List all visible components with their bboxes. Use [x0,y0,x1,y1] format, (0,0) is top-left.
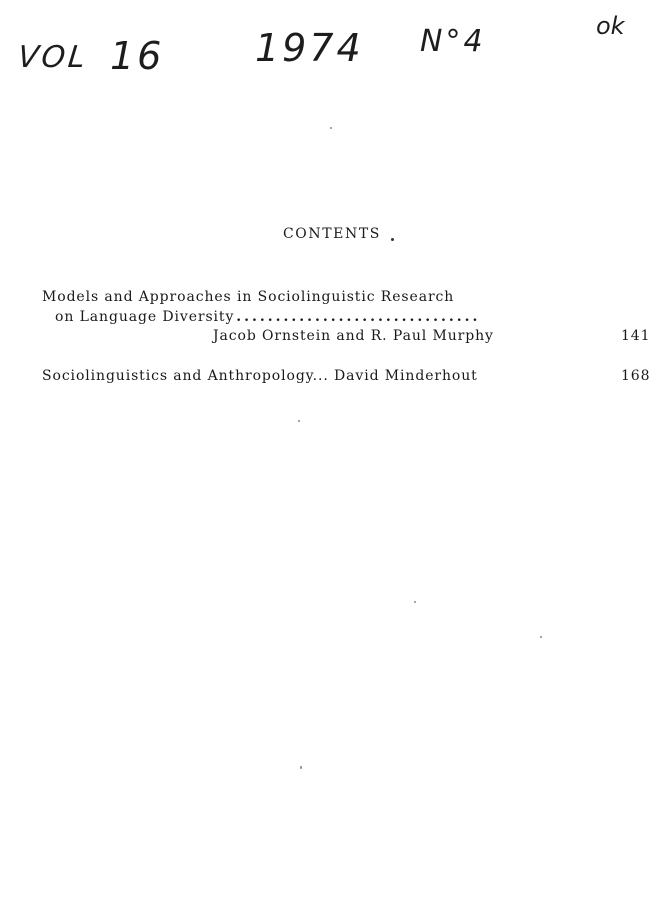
scan-speck [330,127,332,129]
handwritten-issue-number: N°4 [420,24,486,59]
entry-1-title-line-2-text: on Language Diversity [55,309,235,325]
handwritten-vol-label: VOL [16,40,90,75]
scan-speck [300,766,302,769]
handwritten-check-mark: ok [596,12,625,40]
scan-speck [540,636,542,638]
entry-1-page-number: 141 [621,328,651,344]
entry-1-authors: Jacob Ornstein and R. Paul Murphy [213,328,494,344]
handwritten-volume-number: 16 [110,34,165,78]
entry-1-title-line-1: Models and Approaches in Sociolinguistic Research [42,289,455,305]
contents-heading: CONTENTS [283,226,381,242]
scan-speck [414,601,416,603]
entry-2-page-number: 168 [621,368,651,384]
scan-speck [391,238,394,241]
handwritten-year: 1974 [255,26,364,70]
entry-2-title-and-author: Sociolinguistics and Anthropology... David Minderhout [42,368,478,384]
entry-1-title-line-2 [55,309,515,325]
scan-speck [298,420,300,422]
entry-1-dot-leader: ............................... [236,309,481,325]
